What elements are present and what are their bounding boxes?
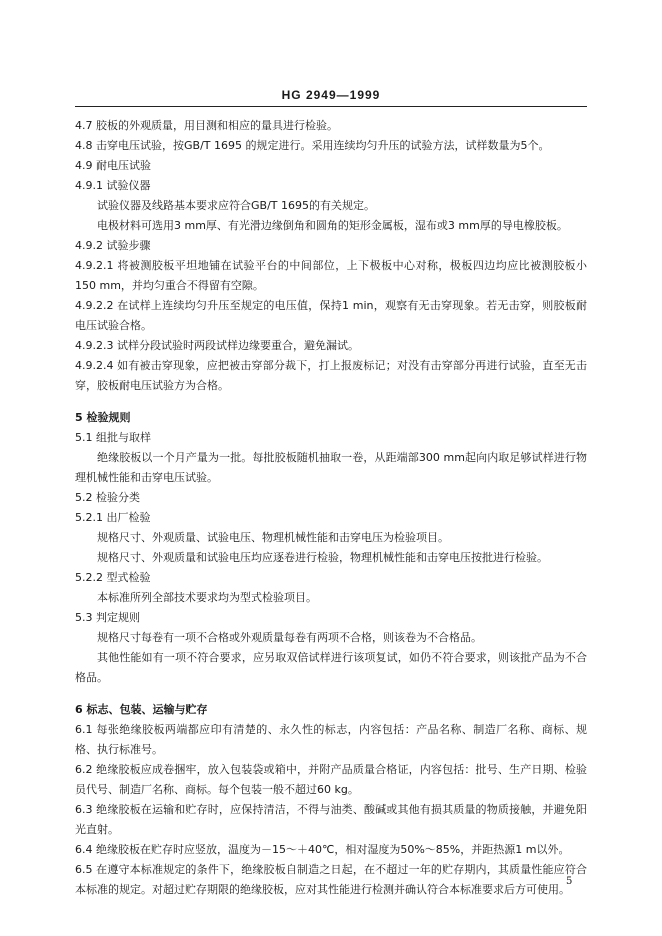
clause-item [75, 236, 587, 256]
body-paragraph [75, 548, 587, 568]
clause-text: 试验仪器 [103, 179, 151, 192]
section-heading [75, 700, 587, 720]
clause-number: 5.2 [75, 491, 93, 504]
clause-text: 绝缘胶板在运输和贮存时，应保持清洁，不得与油类、酸碱或其他有损其质量的物质接触，并避免阳光直射。 [75, 803, 587, 836]
clause-item [75, 428, 587, 448]
clause-number: 6.2 [75, 763, 93, 776]
standard-number-header: HG 2949—1999 [281, 88, 381, 102]
body-paragraph [75, 628, 587, 648]
clause-text: 绝缘胶板应成卷捆牢，放入包装袋或箱中，并附产品质量合格证，内容包括：批号、生产日期、检验员代号、制造厂名称、商标。每个包装一般不超过60 kg。 [75, 763, 587, 796]
clause-number: 4.9.2.3 [75, 339, 114, 352]
clause-number: 5.1 [75, 431, 93, 444]
clause-number: 4.9.2.1 [75, 259, 114, 272]
clause-number: 6.5 [75, 863, 93, 876]
clause-number: 5 [75, 411, 83, 424]
clause-text: 试样分段试验时两段试样边缘要重合，避免漏试。 [113, 339, 359, 352]
clause-number: 6 [75, 703, 83, 716]
clause-item [75, 156, 587, 176]
clause-number: 5.2.1 [75, 511, 103, 524]
clause-number: 6.4 [75, 843, 93, 856]
clause-number: 4.9.2.2 [75, 299, 114, 312]
body-paragraph [75, 648, 587, 688]
body-paragraph [75, 448, 587, 488]
body-paragraph [75, 196, 587, 216]
clause-item [75, 760, 587, 800]
clause-item [75, 508, 587, 528]
clause-text: 如有被击穿现象，应把被击穿部分裁下，打上报废标记；对没有击穿部分再进行试验，直至无击穿，胶板耐电压试验方为合格。 [75, 359, 587, 392]
clause-number: 4.7 [75, 119, 93, 132]
clause-number: 4.8 [75, 139, 93, 152]
clause-item [75, 336, 587, 356]
clause-text: 试验步骤 [103, 239, 151, 252]
clause-text: 型式检验 [103, 571, 151, 584]
clause-text: 其他性能如有一项不符合要求，应另取双倍试样进行该项复试，如仍不符合要求，则该批产品为不合格品。 [75, 651, 587, 684]
clause-number: 5.3 [75, 611, 93, 624]
clause-text: 耐电压试验 [92, 159, 151, 172]
clause-text: 出厂检验 [103, 511, 151, 524]
clause-text: 胶板的外观质量，用目测和相应的量具进行检验。 [92, 119, 338, 132]
clause-text: 标志、包装、运输与贮存 [82, 703, 208, 716]
clause-item [75, 608, 587, 628]
clause-text: 在遵守本标准规定的条件下，绝缘胶板自制造之日起，在不超过一年的贮存期内，其质量性能应符合本标准的规定。对超过贮存期限的绝缘胶板，应对其性能进行检测并确认符合本标准要求后方可使用。 [75, 863, 587, 896]
header-divider [75, 106, 587, 107]
clause-text: 绝缘胶板在贮存时应竖放，温度为－15～＋40℃，相对湿度为50%～85%，并距热源1 m以外。 [92, 843, 570, 856]
section-heading [75, 408, 587, 428]
clause-text: 本标准所列全部技术要求均为型式检验项目。 [97, 591, 317, 604]
clause-text: 击穿电压试验，按GB/T 1695 的规定进行。采用连续均匀升压的试验方法，试样数量为5个。 [92, 139, 550, 152]
clause-item [75, 840, 587, 860]
clause-text: 规格尺寸、外观质量和试验电压均应逐卷进行检验，物理机械性能和击穿电压按批进行检验。 [97, 551, 548, 564]
document-body [75, 116, 587, 900]
clause-text: 试验仪器及线路基本要求应符合GB/T 1695的有关规定。 [97, 199, 375, 212]
clause-item [75, 720, 587, 760]
page-number: 5 [566, 876, 573, 887]
clause-item [75, 488, 587, 508]
clause-number: 4.9 [75, 159, 93, 172]
clause-text: 绝缘胶板以一个月产量为一批。每批胶板随机抽取一卷，从距端部300 mm起向内取足够试样进行物理机械性能和击穿电压试验。 [75, 451, 587, 484]
clause-item [75, 860, 587, 900]
clause-text: 检验分类 [92, 491, 140, 504]
clause-text: 检验规则 [82, 411, 131, 424]
clause-item [75, 116, 587, 136]
clause-text: 每张绝缘胶板两端都应印有清楚的、永久性的标志，内容包括：产品名称、制造厂名称、商标、规格、执行标准号。 [75, 723, 587, 756]
clause-item [75, 256, 587, 296]
body-paragraph [75, 588, 587, 608]
clause-text: 组批与取样 [92, 431, 151, 444]
clause-number: 6.3 [75, 803, 93, 816]
clause-number: 4.9.1 [75, 179, 103, 192]
clause-item [75, 296, 587, 336]
clause-item [75, 136, 587, 156]
body-paragraph [75, 216, 587, 236]
clause-text: 规格尺寸、外观质量、试验电压、物理机械性能和击穿电压为检验项目。 [97, 531, 449, 544]
clause-text: 电极材料可选用3 mm厚、有光滑边缘倒角和圆角的矩形金属板，湿布或3 mm厚的导电橡胶板。 [97, 219, 568, 232]
clause-text: 判定规则 [92, 611, 140, 624]
clause-number: 5.2.2 [75, 571, 103, 584]
clause-number: 4.9.2 [75, 239, 103, 252]
clause-text: 将被测胶板平坦地铺在试验平台的中间部位，上下极板中心对称，极板四边均应比被测胶板小150 mm，并均匀重合不得留有空隙。 [75, 259, 587, 292]
clause-item [75, 356, 587, 396]
clause-item [75, 568, 587, 588]
clause-item [75, 176, 587, 196]
clause-number: 4.9.2.4 [75, 359, 114, 372]
clause-number: 6.1 [75, 723, 93, 736]
clause-text: 在试样上连续均匀升压至规定的电压值，保持1 min，观察有无击穿现象。若无击穿，则胶板耐电压试验合格。 [75, 299, 587, 332]
body-paragraph [75, 528, 587, 548]
clause-text: 规格尺寸每卷有一项不合格或外观质量每卷有两项不合格，则该卷为不合格品。 [97, 631, 482, 644]
clause-item [75, 800, 587, 840]
